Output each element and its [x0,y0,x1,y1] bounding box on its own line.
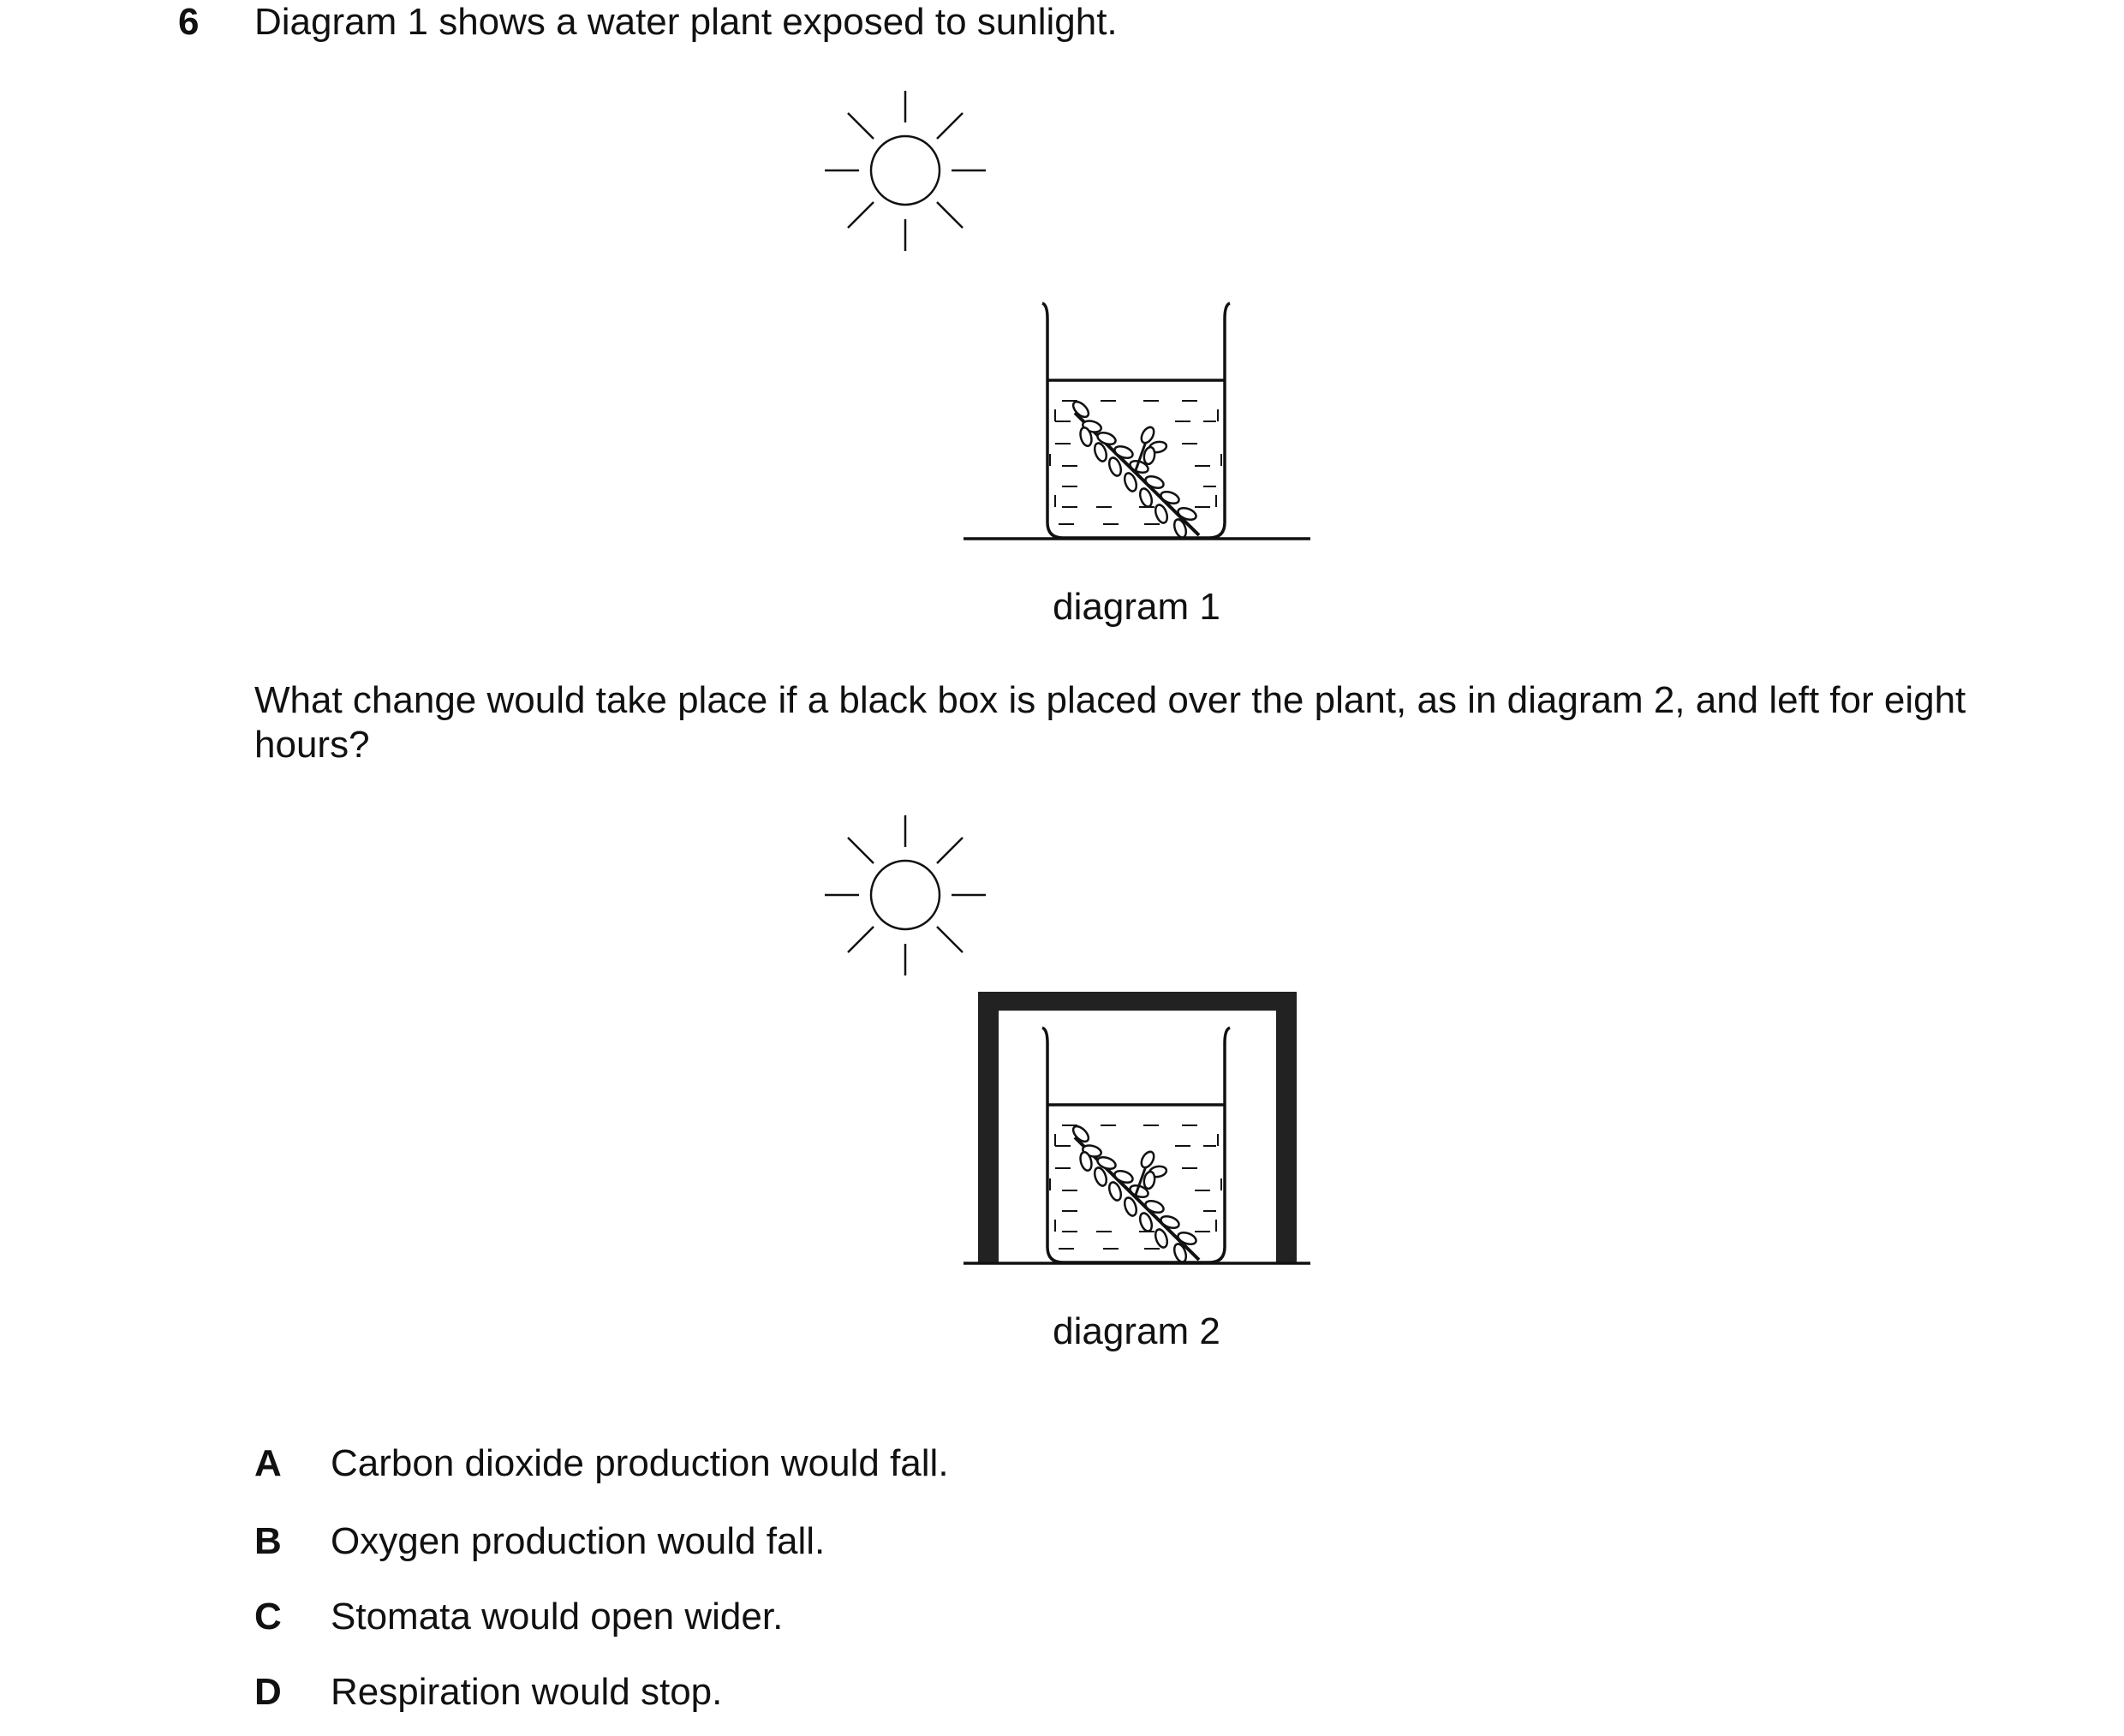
question-intro: Diagram 1 shows a water plant exposed to sunlight. [254,1,1118,43]
water-plant [1071,1124,1199,1263]
diagram-1-caption: diagram 1 [1053,586,1220,628]
black-box [978,992,1297,1262]
option-b-letter: B [254,1520,282,1562]
option-c-text: Stomata would open wider. [331,1596,784,1638]
option-a-text: Carbon dioxide production would fall. [331,1442,949,1484]
option-d-letter: D [254,1671,282,1713]
option-d-text: Respiration would stop. [331,1671,723,1713]
option-b-text: Oxygen production would fall. [331,1520,826,1562]
diagram-2-caption: diagram 2 [1053,1310,1220,1352]
question-number: 6 [178,1,200,43]
option-c-letter: C [254,1596,282,1638]
sun-icon [825,815,986,975]
question-prompt: What change would take place if a black box is placed over the plant, as in diagram 2, and left for eight hours? [254,679,1966,766]
option-a-letter: A [254,1442,282,1484]
